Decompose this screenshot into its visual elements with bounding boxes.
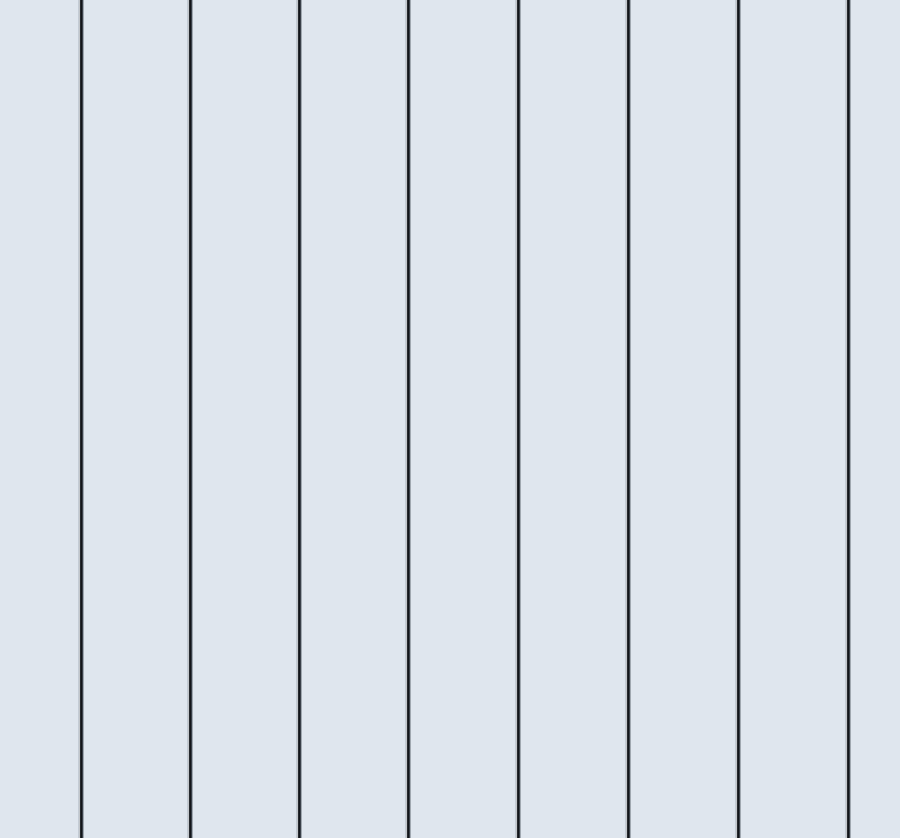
column-divider-6[interactable] (625, 0, 631, 838)
column-divider-5[interactable] (515, 0, 521, 838)
column-divider-3[interactable] (296, 0, 302, 838)
column-divider-7[interactable] (735, 0, 741, 838)
column-divider-4[interactable] (405, 0, 411, 838)
column-divider-1[interactable] (78, 0, 84, 838)
column-divider-2[interactable] (187, 0, 193, 838)
column-divider-8[interactable] (845, 0, 851, 838)
